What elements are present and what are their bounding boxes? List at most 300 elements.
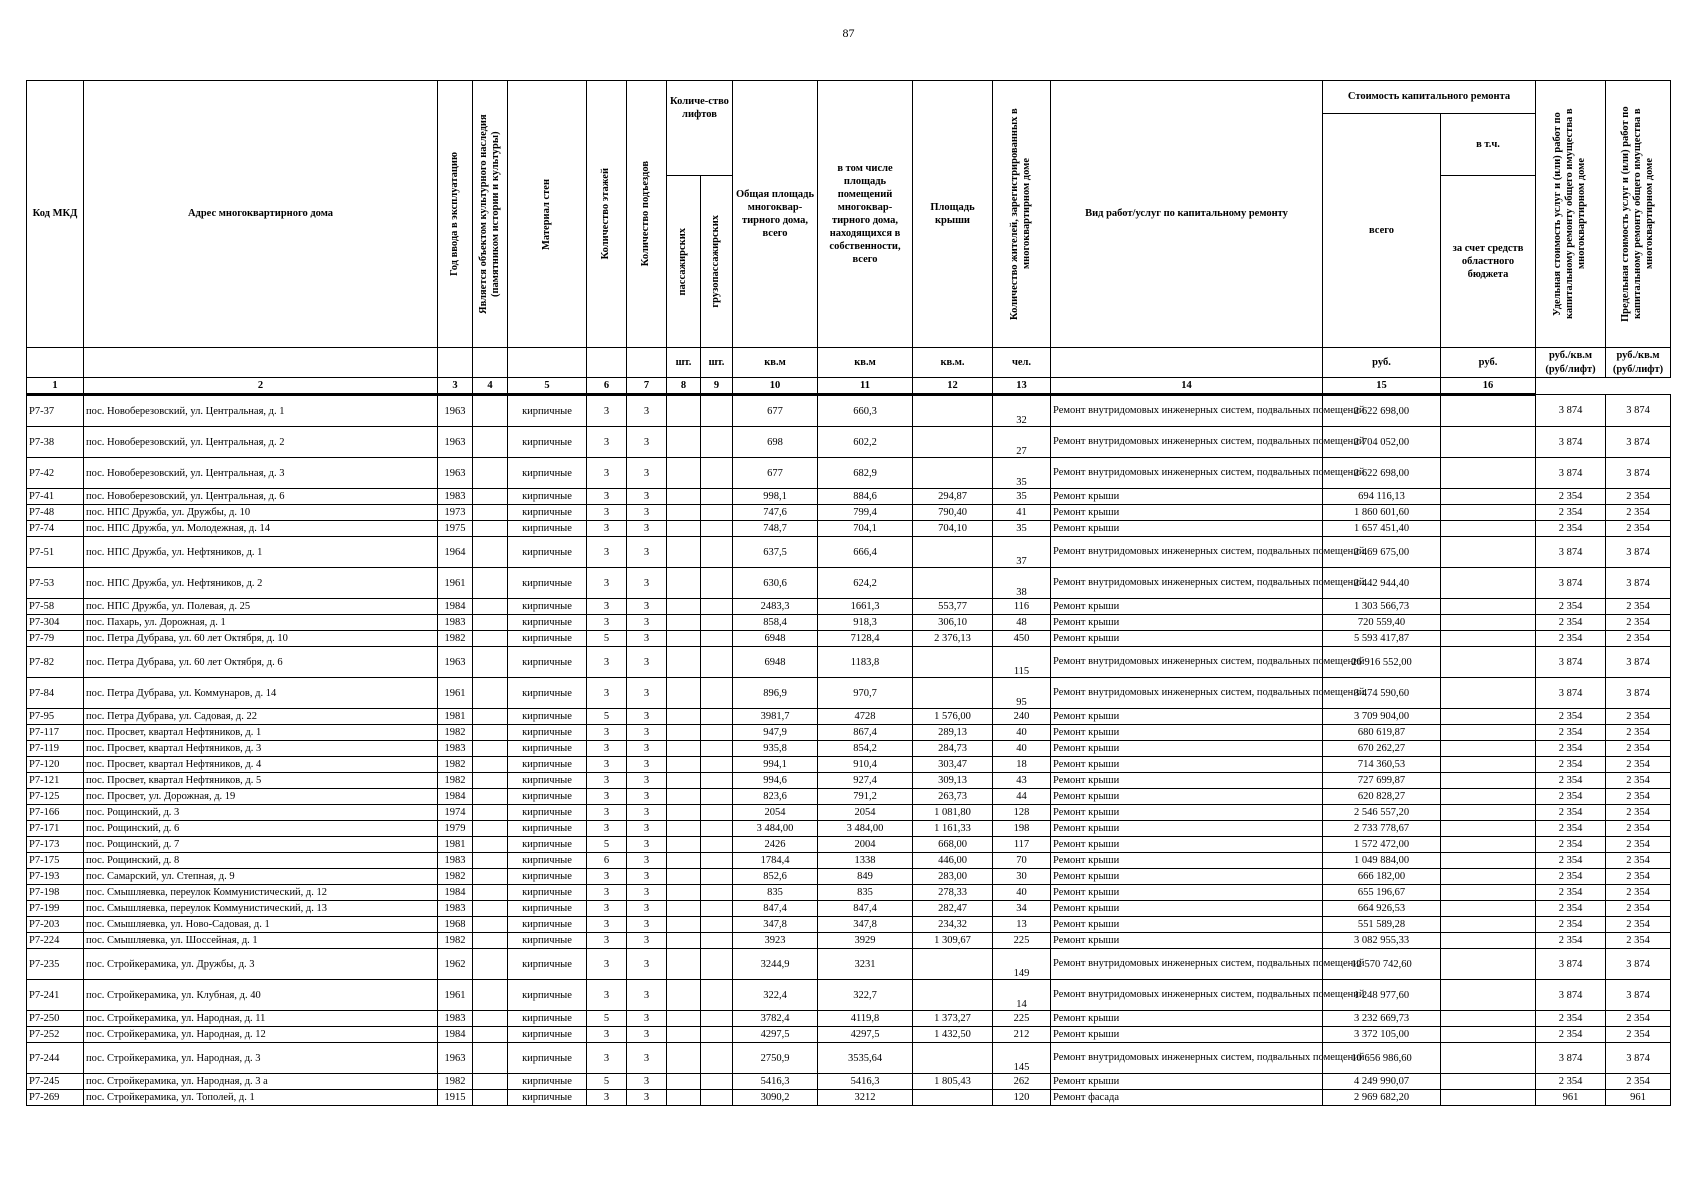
cell-cost-total: 1 572 472,00: [1323, 837, 1441, 853]
cell-max-cost: 3 874: [1606, 678, 1671, 709]
table-row: [27, 489, 1671, 505]
cell-unit-cost: 2 354: [1536, 521, 1606, 537]
cell-lifts-passenger: [667, 505, 701, 521]
cell-entrances: 3: [627, 1074, 667, 1090]
cell-year: 1963: [438, 1043, 473, 1074]
page-number: 87: [842, 26, 855, 40]
cell-floors: 3: [587, 949, 627, 980]
cell-cost-total: 2 733 778,67: [1323, 821, 1441, 837]
cell-residents: 14: [993, 980, 1051, 1011]
cell-walls: кирпичные: [508, 521, 587, 537]
cell-roof-area: [913, 537, 993, 568]
cell-floors: 3: [587, 1090, 627, 1106]
cell-roof-area: [913, 395, 993, 427]
cell-total-area: 2426: [733, 837, 818, 853]
cell-roof-area: 1 081,80: [913, 805, 993, 821]
cell-lifts-passenger: [667, 773, 701, 789]
cell-max-cost: 3 874: [1606, 949, 1671, 980]
cell-floors: 3: [587, 599, 627, 615]
cell-lifts-cargo: [701, 821, 733, 837]
cell-walls: кирпичные: [508, 678, 587, 709]
cell-cost-regional: [1441, 458, 1536, 489]
cell-year: 1975: [438, 521, 473, 537]
cell-entrances: 3: [627, 917, 667, 933]
cell-residents: 115: [993, 647, 1051, 678]
cell-max-cost: 2 354: [1606, 805, 1671, 821]
header-lifts-passenger: пассажирских: [667, 176, 701, 348]
cell-cost-regional: [1441, 568, 1536, 599]
cell-address: пос. Петра Дубрава, ул. 60 лет Октября, д. 6: [84, 647, 438, 678]
cell-cost-regional: [1441, 1043, 1536, 1074]
cell-work-type: Ремонт внутридомовых инженерных систем, подвальных помещений: [1051, 427, 1323, 458]
cell-roof-area: [913, 1090, 993, 1106]
cell-cost-regional: [1441, 427, 1536, 458]
unit-unit-cost: руб./кв.м (руб/лифт): [1536, 348, 1606, 378]
cell-unit-cost: 2 354: [1536, 599, 1606, 615]
cell-cost-total: 714 360,53: [1323, 757, 1441, 773]
unit-lifts-passenger: шт.: [667, 348, 701, 378]
cell-heritage: [473, 789, 508, 805]
column-number: 15: [1323, 378, 1441, 395]
cell-year: 1982: [438, 725, 473, 741]
cell-work-type: Ремонт крыши: [1051, 805, 1323, 821]
table-row: [27, 741, 1671, 757]
capital-repair-table: [26, 80, 1671, 1106]
cell-total-area: 823,6: [733, 789, 818, 805]
cell-cost-regional: [1441, 725, 1536, 741]
cell-lifts-passenger: [667, 568, 701, 599]
cell-total-area: 6948: [733, 631, 818, 647]
cell-total-area: 3 484,00: [733, 821, 818, 837]
cell-entrances: 3: [627, 869, 667, 885]
cell-work-type: Ремонт крыши: [1051, 615, 1323, 631]
cell-heritage: [473, 1043, 508, 1074]
cell-max-cost: 2 354: [1606, 789, 1671, 805]
cell-entrances: 3: [627, 853, 667, 869]
cell-residents: 240: [993, 709, 1051, 725]
cell-residents: 41: [993, 505, 1051, 521]
cell-owned-area: 910,4: [818, 757, 913, 773]
header-owned-area: в том числе площадь помещений многоквар-тирного дома, находящихся в собственности, всего: [818, 81, 913, 348]
cell-entrances: 3: [627, 821, 667, 837]
cell-year: 1983: [438, 489, 473, 505]
cell-unit-cost: 2 354: [1536, 933, 1606, 949]
cell-residents: 35: [993, 521, 1051, 537]
cell-cost-total: 4 249 990,07: [1323, 1074, 1441, 1090]
cell-owned-area: 791,2: [818, 789, 913, 805]
cell-residents: 116: [993, 599, 1051, 615]
table-row: [27, 917, 1671, 933]
cell-owned-area: 4728: [818, 709, 913, 725]
cell-owned-area: 927,4: [818, 773, 913, 789]
cell-floors: 5: [587, 1074, 627, 1090]
cell-owned-area: 847,4: [818, 901, 913, 917]
cell-lifts-cargo: [701, 458, 733, 489]
cell-entrances: 3: [627, 757, 667, 773]
cell-residents: 450: [993, 631, 1051, 647]
cell-cost-regional: [1441, 805, 1536, 821]
cell-walls: кирпичные: [508, 709, 587, 725]
cell-lifts-cargo: [701, 615, 733, 631]
cell-floors: 5: [587, 709, 627, 725]
cell-walls: кирпичные: [508, 869, 587, 885]
cell-unit-cost: 3 874: [1536, 537, 1606, 568]
cell-total-area: 677: [733, 395, 818, 427]
table-row: [27, 1027, 1671, 1043]
cell-owned-area: 854,2: [818, 741, 913, 757]
cell-owned-area: 867,4: [818, 725, 913, 741]
cell-heritage: [473, 1074, 508, 1090]
cell-cost-total: 670 262,27: [1323, 741, 1441, 757]
unit-cost-total: руб.: [1323, 348, 1441, 378]
cell-roof-area: 303,47: [913, 757, 993, 773]
cell-roof-area: [913, 427, 993, 458]
cell-code: Р7-269: [27, 1090, 84, 1106]
cell-cost-regional: [1441, 395, 1536, 427]
cell-floors: 3: [587, 869, 627, 885]
cell-walls: кирпичные: [508, 949, 587, 980]
cell-floors: 3: [587, 647, 627, 678]
cell-address: пос. Смышляевка, переулок Коммунистический, д. 13: [84, 901, 438, 917]
table-row: [27, 631, 1671, 647]
cell-year: 1982: [438, 631, 473, 647]
cell-cost-regional: [1441, 1027, 1536, 1043]
cell-total-area: 2483,3: [733, 599, 818, 615]
cell-lifts-cargo: [701, 741, 733, 757]
unit-lifts-cargo: шт.: [701, 348, 733, 378]
cell-roof-area: 1 309,67: [913, 933, 993, 949]
cell-lifts-cargo: [701, 505, 733, 521]
cell-code: Р7-38: [27, 427, 84, 458]
cell-walls: кирпичные: [508, 1011, 587, 1027]
table-row: [27, 1074, 1671, 1090]
cell-unit-cost: 2 354: [1536, 869, 1606, 885]
cell-address: пос. НПС Дружба, ул. Полевая, д. 25: [84, 599, 438, 615]
cell-max-cost: 3 874: [1606, 395, 1671, 427]
cell-entrances: 3: [627, 885, 667, 901]
cell-cost-regional: [1441, 821, 1536, 837]
cell-cost-regional: [1441, 489, 1536, 505]
table-row: [27, 789, 1671, 805]
cell-walls: кирпичные: [508, 458, 587, 489]
cell-entrances: 3: [627, 789, 667, 805]
cell-max-cost: 3 874: [1606, 458, 1671, 489]
unit-total-area: кв.м: [733, 348, 818, 378]
cell-cost-regional: [1441, 647, 1536, 678]
cell-floors: 3: [587, 725, 627, 741]
cell-roof-area: 446,00: [913, 853, 993, 869]
cell-roof-area: 283,00: [913, 869, 993, 885]
cell-total-area: 748,7: [733, 521, 818, 537]
cell-residents: 128: [993, 805, 1051, 821]
table-row: [27, 505, 1671, 521]
cell-residents: 95: [993, 678, 1051, 709]
cell-heritage: [473, 647, 508, 678]
cell-year: 1964: [438, 537, 473, 568]
cell-cost-total: 666 182,00: [1323, 869, 1441, 885]
cell-max-cost: 2 354: [1606, 631, 1671, 647]
cell-unit-cost: 2 354: [1536, 757, 1606, 773]
cell-lifts-passenger: [667, 757, 701, 773]
header-cost-total: всего: [1323, 114, 1441, 348]
column-number: 14: [1051, 378, 1323, 395]
table-row: [27, 615, 1671, 631]
cell-entrances: 3: [627, 1043, 667, 1074]
cell-lifts-passenger: [667, 933, 701, 949]
cell-lifts-cargo: [701, 933, 733, 949]
cell-residents: 149: [993, 949, 1051, 980]
cell-cost-total: 12 570 742,60: [1323, 949, 1441, 980]
table-row: [27, 678, 1671, 709]
column-number: 2: [84, 378, 438, 395]
cell-address: пос. Рощинский, д. 3: [84, 805, 438, 821]
cell-roof-area: 668,00: [913, 837, 993, 853]
cell-residents: 40: [993, 725, 1051, 741]
cell-lifts-passenger: [667, 678, 701, 709]
cell-residents: 48: [993, 615, 1051, 631]
cell-cost-regional: [1441, 537, 1536, 568]
cell-lifts-cargo: [701, 853, 733, 869]
cell-lifts-passenger: [667, 647, 701, 678]
cell-floors: 3: [587, 505, 627, 521]
unit-max-cost: руб./кв.м (руб/лифт): [1606, 348, 1671, 378]
cell-cost-regional: [1441, 1090, 1536, 1106]
cell-max-cost: 2 354: [1606, 757, 1671, 773]
cell-residents: 44: [993, 789, 1051, 805]
cell-address: пос. НПС Дружба, ул. Молодежная, д. 14: [84, 521, 438, 537]
cell-walls: кирпичные: [508, 647, 587, 678]
column-number: 5: [508, 378, 587, 395]
cell-entrances: 3: [627, 933, 667, 949]
column-numbers-row: [27, 378, 1671, 395]
cell-cost-total: 727 699,87: [1323, 773, 1441, 789]
cell-lifts-cargo: [701, 837, 733, 853]
cell-lifts-cargo: [701, 757, 733, 773]
cell-cost-regional: [1441, 599, 1536, 615]
cell-cost-regional: [1441, 980, 1536, 1011]
cell-owned-area: 5416,3: [818, 1074, 913, 1090]
cell-total-area: 858,4: [733, 615, 818, 631]
cell-heritage: [473, 678, 508, 709]
cell-residents: 212: [993, 1027, 1051, 1043]
cell-year: 1984: [438, 885, 473, 901]
cell-owned-area: 3535,64: [818, 1043, 913, 1074]
cell-code: Р7-171: [27, 821, 84, 837]
cell-unit-cost: 3 874: [1536, 1043, 1606, 1074]
cell-floors: 3: [587, 537, 627, 568]
table-header: [27, 81, 1671, 395]
cell-lifts-cargo: [701, 537, 733, 568]
cell-residents: 145: [993, 1043, 1051, 1074]
cell-owned-area: 666,4: [818, 537, 913, 568]
cell-unit-cost: 961: [1536, 1090, 1606, 1106]
cell-address: пос. Новоберезовский, ул. Центральная, д. 6: [84, 489, 438, 505]
cell-cost-regional: [1441, 837, 1536, 853]
cell-owned-area: 918,3: [818, 615, 913, 631]
cell-address: пос. Рощинский, д. 7: [84, 837, 438, 853]
cell-unit-cost: 2 354: [1536, 1011, 1606, 1027]
cell-total-area: 637,5: [733, 537, 818, 568]
cell-address: пос. Новоберезовский, ул. Центральная, д. 1: [84, 395, 438, 427]
cell-heritage: [473, 980, 508, 1011]
cell-address: пос. Стройкерамика, ул. Народная, д. 3 а: [84, 1074, 438, 1090]
cell-cost-regional: [1441, 1074, 1536, 1090]
cell-heritage: [473, 933, 508, 949]
cell-lifts-passenger: [667, 869, 701, 885]
cell-code: Р7-166: [27, 805, 84, 821]
cell-lifts-cargo: [701, 521, 733, 537]
cell-lifts-cargo: [701, 949, 733, 980]
table-row: [27, 821, 1671, 837]
header-lifts-cargo: грузопассажирских: [701, 176, 733, 348]
cell-work-type: Ремонт крыши: [1051, 885, 1323, 901]
cell-total-area: 935,8: [733, 741, 818, 757]
cell-address: пос. Новоберезовский, ул. Центральная, д. 3: [84, 458, 438, 489]
cell-work-type: Ремонт внутридомовых инженерных систем, подвальных помещений: [1051, 1043, 1323, 1074]
cell-address: пос. Петра Дубрава, ул. Садовая, д. 22: [84, 709, 438, 725]
cell-heritage: [473, 568, 508, 599]
cell-code: Р7-58: [27, 599, 84, 615]
cell-lifts-passenger: [667, 427, 701, 458]
cell-lifts-cargo: [701, 427, 733, 458]
cell-roof-area: 1 432,50: [913, 1027, 993, 1043]
cell-address: пос. Стройкерамика, ул. Клубная, д. 40: [84, 980, 438, 1011]
cell-lifts-cargo: [701, 1074, 733, 1090]
cell-max-cost: 2 354: [1606, 725, 1671, 741]
table-row: [27, 537, 1671, 568]
cell-cost-total: 694 116,13: [1323, 489, 1441, 505]
cell-walls: кирпичные: [508, 741, 587, 757]
cell-residents: 117: [993, 837, 1051, 853]
cell-year: 1979: [438, 821, 473, 837]
cell-code: Р7-198: [27, 885, 84, 901]
cell-year: 1983: [438, 853, 473, 869]
cell-max-cost: 2 354: [1606, 773, 1671, 789]
cell-unit-cost: 2 354: [1536, 853, 1606, 869]
cell-unit-cost: 3 874: [1536, 949, 1606, 980]
header-floors: Количество этажей: [587, 81, 627, 348]
cell-lifts-passenger: [667, 837, 701, 853]
table-row: [27, 805, 1671, 821]
cell-address: пос. Стройкерамика, ул. Тополей, д. 1: [84, 1090, 438, 1106]
cell-lifts-passenger: [667, 599, 701, 615]
cell-residents: 30: [993, 869, 1051, 885]
cell-lifts-cargo: [701, 599, 733, 615]
cell-total-area: 1784,4: [733, 853, 818, 869]
header-cost-regional: за счет средств областного бюджета: [1441, 176, 1536, 348]
cell-walls: кирпичные: [508, 427, 587, 458]
cell-unit-cost: 3 874: [1536, 980, 1606, 1011]
cell-walls: кирпичные: [508, 537, 587, 568]
cell-address: пос. Пахарь, ул. Дорожная, д. 1: [84, 615, 438, 631]
cell-cost-regional: [1441, 869, 1536, 885]
cell-cost-regional: [1441, 901, 1536, 917]
cell-owned-area: 347,8: [818, 917, 913, 933]
cell-lifts-passenger: [667, 980, 701, 1011]
cell-unit-cost: 2 354: [1536, 709, 1606, 725]
cell-cost-total: 2 969 682,20: [1323, 1090, 1441, 1106]
cell-max-cost: 3 874: [1606, 1043, 1671, 1074]
cell-owned-area: 3212: [818, 1090, 913, 1106]
cell-code: Р7-235: [27, 949, 84, 980]
cell-owned-area: 3231: [818, 949, 913, 980]
cell-code: Р7-175: [27, 853, 84, 869]
cell-unit-cost: 2 354: [1536, 837, 1606, 853]
cell-cost-total: 2 442 944,40: [1323, 568, 1441, 599]
cell-address: пос. НПС Дружба, ул. Дружбы, д. 10: [84, 505, 438, 521]
cell-walls: кирпичные: [508, 568, 587, 599]
cell-entrances: 3: [627, 1090, 667, 1106]
cell-roof-area: 306,10: [913, 615, 993, 631]
cell-code: Р7-79: [27, 631, 84, 647]
cell-max-cost: 3 874: [1606, 568, 1671, 599]
cell-heritage: [473, 427, 508, 458]
cell-total-area: 994,6: [733, 773, 818, 789]
cell-code: Р7-125: [27, 789, 84, 805]
cell-residents: 40: [993, 741, 1051, 757]
cell-year: 1982: [438, 933, 473, 949]
cell-unit-cost: 3 874: [1536, 678, 1606, 709]
cell-work-type: Ремонт внутридомовых инженерных систем, подвальных помещений: [1051, 949, 1323, 980]
cell-total-area: 947,9: [733, 725, 818, 741]
cell-code: Р7-74: [27, 521, 84, 537]
cell-owned-area: 660,3: [818, 395, 913, 427]
header-max-cost: Предельная стоимость услуг и (или) работ по капитальному ремонту общего имущества в многоквартирном доме: [1606, 81, 1671, 348]
cell-roof-area: 790,40: [913, 505, 993, 521]
cell-cost-total: 720 559,40: [1323, 615, 1441, 631]
cell-code: Р7-84: [27, 678, 84, 709]
cell-owned-area: 2054: [818, 805, 913, 821]
table-row: [27, 885, 1671, 901]
cell-cost-regional: [1441, 949, 1536, 980]
cell-entrances: 3: [627, 395, 667, 427]
cell-max-cost: 2 354: [1606, 709, 1671, 725]
cell-heritage: [473, 709, 508, 725]
cell-unit-cost: 2 354: [1536, 615, 1606, 631]
cell-residents: 18: [993, 757, 1051, 773]
cell-lifts-cargo: [701, 709, 733, 725]
cell-work-type: Ремонт крыши: [1051, 869, 1323, 885]
cell-cost-regional: [1441, 933, 1536, 949]
cell-total-area: 835: [733, 885, 818, 901]
cell-entrances: 3: [627, 980, 667, 1011]
cell-lifts-cargo: [701, 773, 733, 789]
cell-work-type: Ремонт внутридомовых инженерных систем, подвальных помещений: [1051, 395, 1323, 427]
unit-cost-regional: руб.: [1441, 348, 1536, 378]
cell-max-cost: 2 354: [1606, 885, 1671, 901]
cell-max-cost: 2 354: [1606, 869, 1671, 885]
cell-unit-cost: 3 874: [1536, 427, 1606, 458]
cell-cost-total: 2 469 675,00: [1323, 537, 1441, 568]
cell-unit-cost: 2 354: [1536, 917, 1606, 933]
cell-code: Р7-53: [27, 568, 84, 599]
header-cost: Стоимость капитального ремонта: [1323, 81, 1536, 114]
cell-residents: 120: [993, 1090, 1051, 1106]
cell-walls: кирпичные: [508, 821, 587, 837]
cell-work-type: Ремонт крыши: [1051, 901, 1323, 917]
cell-lifts-passenger: [667, 521, 701, 537]
cell-max-cost: 2 354: [1606, 1027, 1671, 1043]
cell-lifts-passenger: [667, 1074, 701, 1090]
cell-max-cost: 3 874: [1606, 537, 1671, 568]
cell-year: 1984: [438, 789, 473, 805]
cell-cost-total: 1 657 451,40: [1323, 521, 1441, 537]
cell-heritage: [473, 917, 508, 933]
cell-year: 1981: [438, 709, 473, 725]
cell-max-cost: 2 354: [1606, 901, 1671, 917]
cell-year: 1915: [438, 1090, 473, 1106]
cell-cost-regional: [1441, 853, 1536, 869]
